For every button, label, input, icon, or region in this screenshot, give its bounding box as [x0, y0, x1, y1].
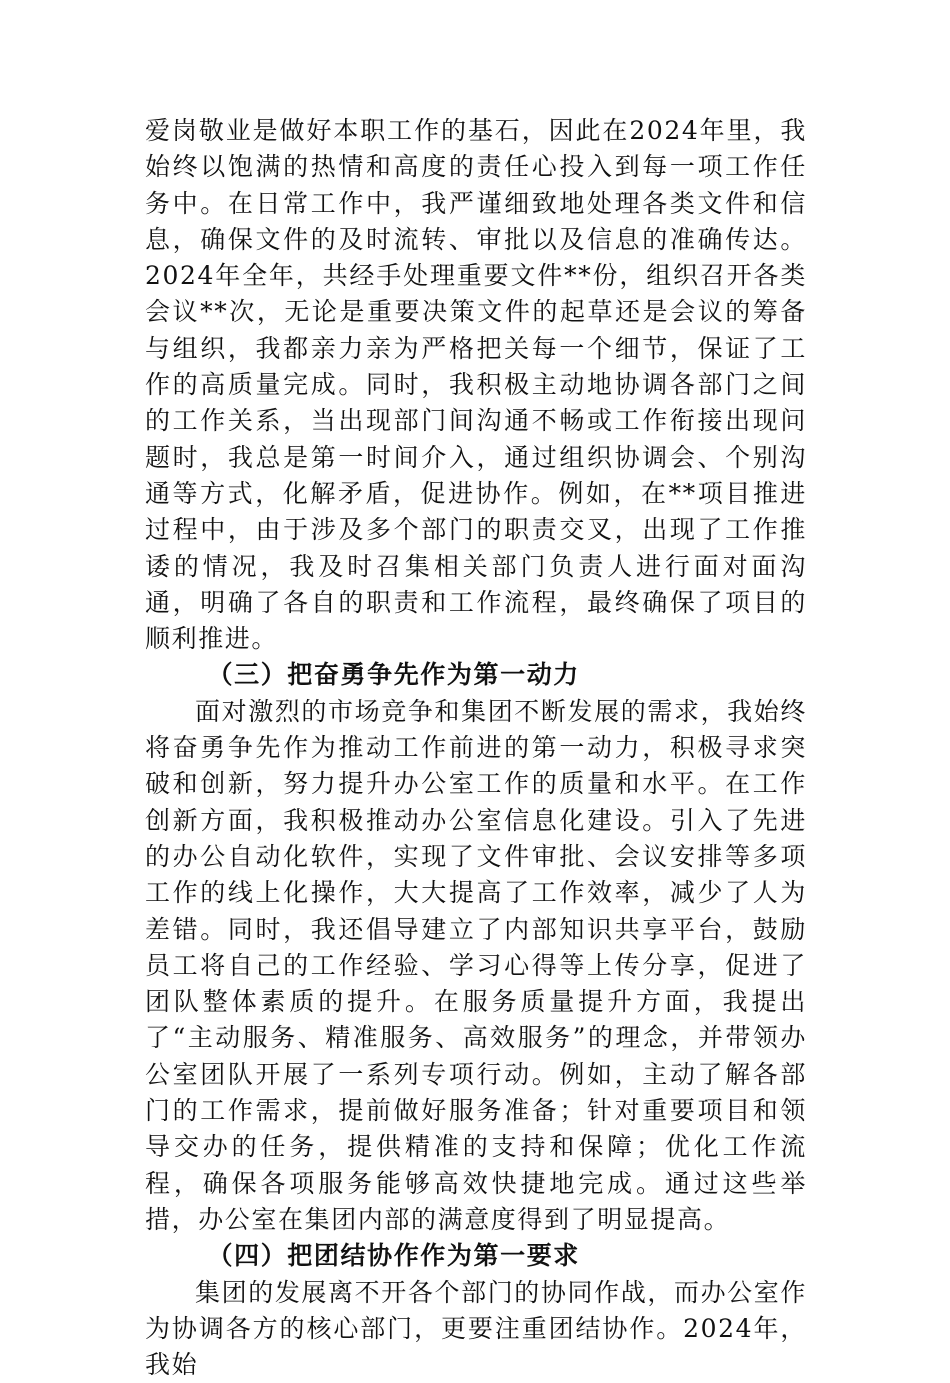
document-page: [145, 113, 807, 1383]
section-heading-3: （三）把奋勇争先作为第一动力: [145, 657, 807, 693]
section-heading-4: （四）把团结协作作为第一要求: [145, 1238, 807, 1274]
body-paragraph-innovation: 面对激烈的市场竞争和集团不断发展的需求，我始终将奋勇争先作为推动工作前进的第一动力，积极寻求突破和创新，努力提升办公室工作的质量和水平。在工作创新方面，我积极推动办公室信息化建设。引入了先进的办公自动化软件，实现了文件审批、会议安排等多项工作的线上化操作，大大提高了工作效率，减少了人为差错。同时，我还倡导建立了内部知识共享平台，鼓励员工将自己的工作经验、学习心得等上传分享，促进了团队整体素质的提升。在服务质量提升方面，我提出了“主动服务、精准服务、高效服务”的理念，并带领办公室团队开展了一系列专项行动。例如，主动了解各部门的工作需求，提前做好服务准备；针对重要项目和领导交办的任务，提供精准的支持和保障；优化工作流程，确保各项服务能够高效快捷地完成。通过这些举措，办公室在集团内部的满意度得到了明显提高。: [145, 694, 807, 1238]
body-paragraph-teamwork: 集团的发展离不开各个部门的协同作战，而办公室作为协调各方的核心部门，更要注重团结协作。2024年，我始: [145, 1275, 807, 1383]
body-paragraph-dedication: 爱岗敬业是做好本职工作的基石，因此在2024年里，我始终以饱满的热情和高度的责任心投入到每一项工作任务中。在日常工作中，我严谨细致地处理各类文件和信息，确保文件的及时流转、审批以及信息的准确传达。2024年全年，共经手处理重要文件**份，组织召开各类会议**次，无论是重要决策文件的起草还是会议的筹备与组织，我都亲力亲为严格把关每一个细节，保证了工作的高质量完成。同时，我积极主动地协调各部门之间的工作关系，当出现部门间沟通不畅或工作衔接出现问题时，我总是第一时间介入，通过组织协调会、个别沟通等方式，化解矛盾，促进协作。例如，在**项目推进过程中，由于涉及多个部门的职责交叉，出现了工作推诿的情况，我及时召集相关部门负责人进行面对面沟通，明确了各自的职责和工作流程，最终确保了项目的顺利推进。: [145, 113, 807, 657]
